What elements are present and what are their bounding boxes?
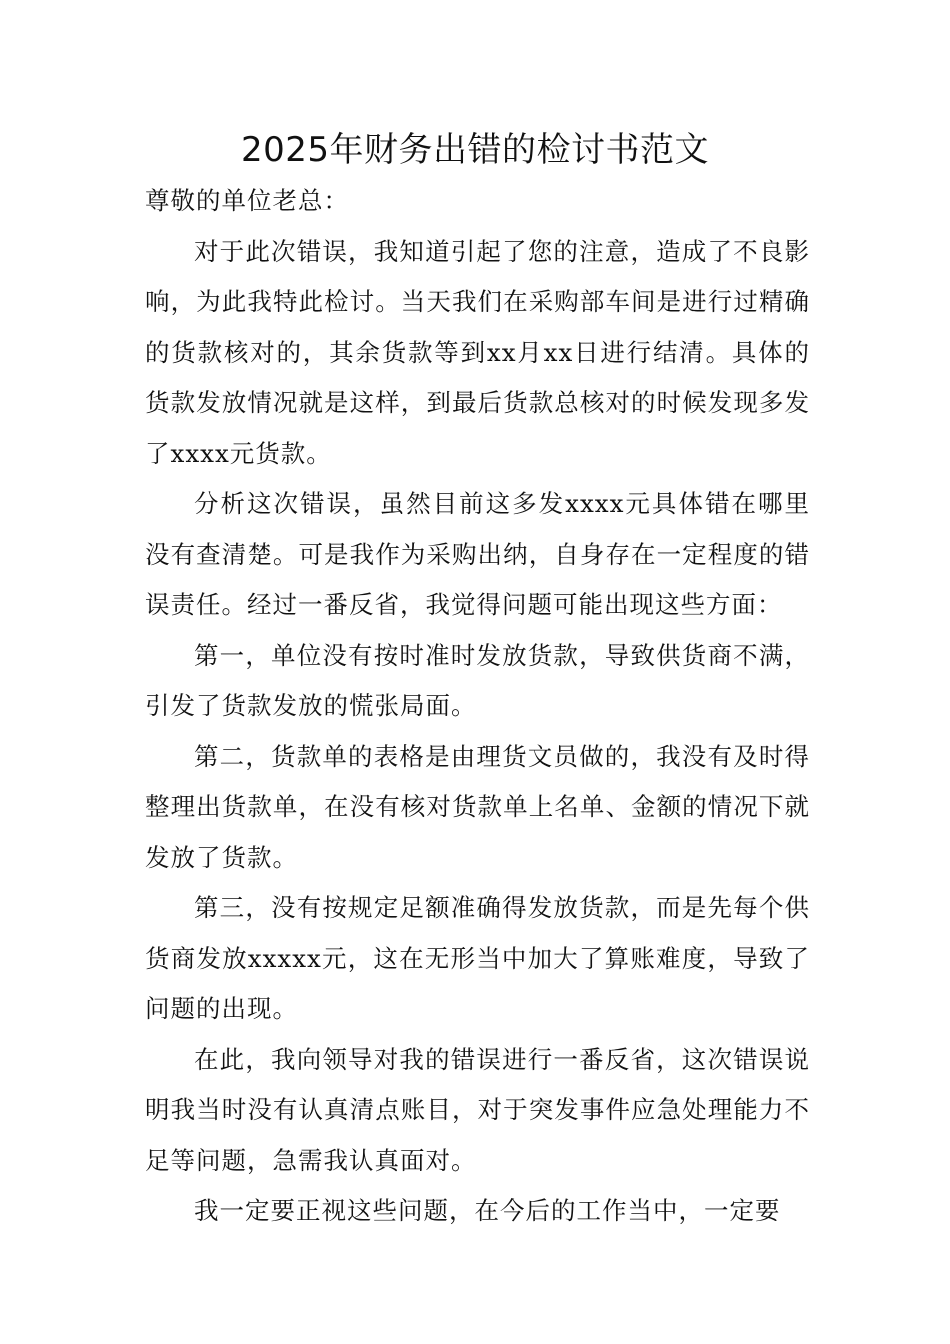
paragraph-3: 第一，单位没有按时准时发放货款，导致供货商不满，引发了货款发放的慌张局面。: [145, 640, 810, 720]
paragraph-4: 第二，货款单的表格是由理货文员做的，我没有及时得整理出货款单，在没有核对货款单上名单、金额的情况下就发放了货款。: [145, 741, 810, 872]
paragraph-1: 对于此次错误，我知道引起了您的注意，造成了不良影响，为此我特此检讨。当天我们在采购部车间是进行过精确的货款核对的，其余货款等到xx月xx日进行结清。具体的货款发放情况就是这样，到最后货款总核对的时候发现多发了xxxx元货款。: [145, 236, 810, 468]
document-body: [145, 176, 810, 1237]
paragraph-6: 在此，我向领导对我的错误进行一番反省，这次错误说明我当时没有认真清点账目，对于突发事件应急处理能力不足等问题，急需我认真面对。: [145, 1044, 810, 1175]
paragraph-5: 第三，没有按规定足额准确得发放货款，而是先每个供货商发放xxxxx元，这在无形当中加大了算账难度，导致了问题的出现。: [145, 893, 810, 1023]
salutation: 尊敬的单位老总：: [145, 186, 349, 215]
document-title: 2025年财务出错的检讨书范文: [240, 130, 710, 170]
paragraph-7: 我一定要正视这些问题，在今后的工作当中，一定要: [194, 1196, 781, 1225]
paragraph-2: 分析这次错误，虽然目前这多发xxxx元具体错在哪里没有查清楚。可是我作为采购出纳，自身存在一定程度的错误责任。经过一番反省，我觉得问题可能出现这些方面：: [145, 489, 810, 619]
